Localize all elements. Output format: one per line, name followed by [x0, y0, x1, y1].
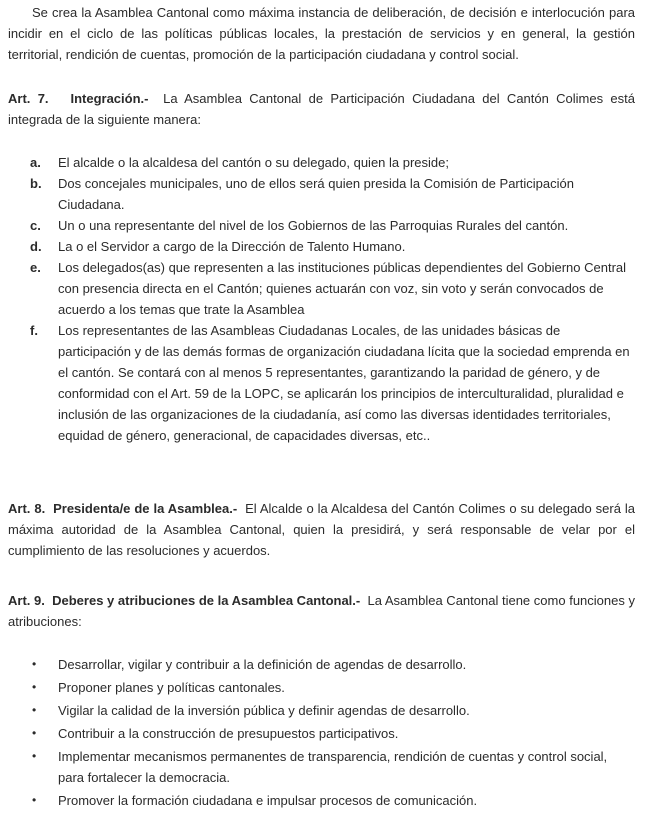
art9-item	[32, 723, 635, 744]
art9-item-text: Implementar mecanismos permanentes de transparencia, rendición de cuentas y control social, para fortalecer la democracia.	[58, 749, 608, 785]
art9-item	[32, 677, 635, 698]
art7-item	[30, 320, 635, 446]
art7-text: La Asamblea Cantonal de Participación Ciudadana del Cantón Colimes está integrada de la siguiente manera:	[8, 91, 635, 127]
art7-item-text: Un o una representante del nivel de los Gobiernos de las Parroquias Rurales del cantón.	[58, 218, 569, 233]
bullet-icon: •	[32, 749, 37, 763]
art7-item	[30, 236, 635, 257]
bullet-icon: •	[32, 793, 37, 807]
art8-title: Presidenta/e de la Asamblea.-	[53, 501, 238, 516]
art7-item-text: Los delegados(as) que representen a las instituciones públicas dependientes del Gobierno Central con presencia directa en el Cantón; quienes actuarán con voz, sin voto y serán convocados de acuerdo a los temas que trate la Asamblea	[58, 260, 627, 317]
art7-item-letter: f.	[30, 323, 38, 338]
art9-item	[32, 746, 635, 788]
art7-list	[30, 152, 635, 446]
art9-number: Art. 9.	[8, 593, 45, 608]
art7-item-text: Los representantes de las Asambleas Ciudadanas Locales, de las unidades básicas de participación y de las demás formas de organización ciudadana lícita que la sociedad emprenda en el cantón. Se contará con al menos 5 representantes, garantizando la paridad de género, y de conformidad con el Art. 59 de la LOPC, se aplicarán los principios de interculturalidad, pluralidad e inclusión de las organizaciones de la ciudadanía, así como las diversas identidades territoriales, equidad de género, generacional, de capacidades diversas, etc..	[58, 323, 630, 443]
art9-item-text: Contribuir a la construcción de presupuestos participativos.	[58, 726, 399, 741]
art9-paragraph	[8, 590, 635, 632]
art7-item	[30, 152, 635, 173]
art7-item	[30, 257, 635, 320]
art9-list	[32, 654, 635, 813]
art7-title: Integración.-	[70, 91, 149, 106]
art9-title: Deberes y atribuciones de la Asamblea Cantonal.-	[52, 593, 361, 608]
art9-text: La Asamblea Cantonal tiene como funciones y atribuciones:	[8, 593, 635, 629]
art7-item-letter: c.	[30, 218, 41, 233]
art7-item	[30, 215, 635, 236]
art9-item-text: Proponer planes y políticas cantonales.	[58, 680, 285, 695]
art7-item-text: La o el Servidor a cargo de la Dirección de Talento Humano.	[58, 239, 406, 254]
art7-item-letter: e.	[30, 260, 41, 275]
art9-item	[32, 654, 635, 675]
art8-heading	[8, 501, 237, 516]
art8-text: El Alcalde o la Alcaldesa del Cantón Colimes o su delegado será la máxima autoridad de la Asamblea Cantonal, quien la presidirá, y será responsable de velar por el cumplimiento de las resoluciones y acuerdos.	[8, 501, 636, 558]
art9-item	[32, 700, 635, 721]
bullet-icon: •	[32, 657, 37, 671]
bullet-icon: •	[32, 680, 37, 694]
art9-item-text: Promover la formación ciudadana e impulsar procesos de comunicación.	[58, 793, 478, 808]
bullet-icon: •	[32, 703, 37, 717]
art7-item-text: El alcalde o la alcaldesa del cantón o su delegado, quien la preside;	[58, 155, 449, 170]
intro-paragraph: Se crea la Asamblea Cantonal como máxima instancia de deliberación, de decisión e interlocución para incidir en el ciclo de las políticas públicas locales, la prestación de servicios y en general, la gestión territorial, rendición de cuentas, promoción de la participación ciudadana y control social.	[8, 5, 635, 62]
art8-number: Art. 8.	[8, 501, 46, 516]
art7-item-letter: b.	[30, 176, 42, 191]
art9-heading	[8, 593, 360, 608]
art9-item-text: Desarrollar, vigilar y contribuir a la definición de agendas de desarrollo.	[58, 657, 467, 672]
art9-item	[32, 790, 635, 811]
art8-paragraph	[8, 498, 635, 561]
art7-number: Art. 7.	[8, 91, 49, 106]
art7-paragraph	[8, 88, 635, 130]
art7-item-letter: d.	[30, 239, 42, 254]
art7-item-text: Dos concejales municipales, uno de ellos será quien presida la Comisión de Participación Ciudadana.	[58, 176, 574, 212]
bullet-icon: •	[32, 726, 37, 740]
art7-item-letter: a.	[30, 155, 41, 170]
art7-item	[30, 173, 635, 215]
art9-item-text: Vigilar la calidad de la inversión pública y definir agendas de desarrollo.	[58, 703, 470, 718]
art7-heading	[8, 91, 148, 106]
